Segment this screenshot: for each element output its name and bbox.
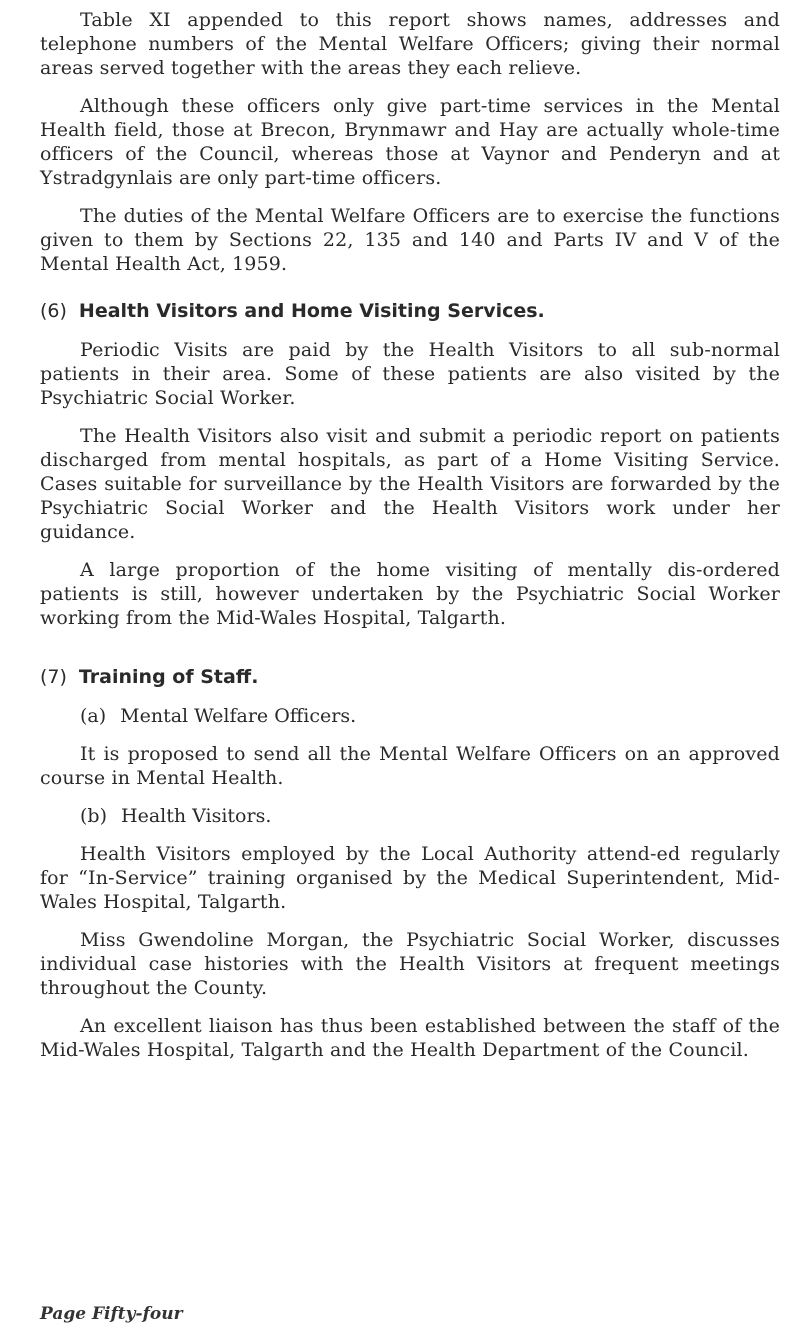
section-7-number: (7) (40, 666, 67, 688)
intro-paragraph-table-xi: Table XI appended to this report shows names, addresses and telephone numbers of the Mental Welfare Officers; giving their normal areas served together with the areas they each relieve. (40, 9, 780, 79)
intro-paragraph-part-time: Although these officers only give part-time services in the Mental Health field, those at Brecon, Brynmawr and Hay are actually whole-time officers of the Council, whereas those at Vaynor and Penderyn and at Ystradgynlais are only part-time officers. (40, 95, 780, 189)
subsection-a-paragraph-1: It is proposed to send all the Mental Welfare Officers on an approved course in Mental Health. (40, 743, 780, 789)
subsection-b-letter: (b) (80, 805, 107, 827)
intro-paragraph-duties: The duties of the Mental Welfare Officers are to exercise the functions given to them by Sections 22, 135 and 140 and Parts IV and V of the Mental Health Act, 1959. (40, 205, 780, 275)
subsection-b-paragraph-1: Health Visitors employed by the Local Authority attend-ed regularly for “In-Service” training organised by the Medical Superintendent, Mid-Wales Hospital, Talgarth. (40, 843, 780, 913)
subsection-a-letter: (a) (80, 705, 107, 727)
subsection-b-paragraph-2: Miss Gwendoline Morgan, the Psychiatric Social Worker, discusses individual case histories with the Health Visitors at frequent meetings throughout the County. (40, 929, 780, 999)
section-6-heading (40, 298, 780, 324)
section-6-paragraph-1: Periodic Visits are paid by the Health Visitors to all sub-normal patients in their area. Some of these patients are also visited by the Psychiatric Social Worker. (40, 339, 780, 409)
subsection-a-heading (40, 704, 780, 728)
subsection-b-title: Health Visitors. (121, 805, 272, 827)
subsection-b-paragraph-3: An excellent liaison has thus been established between the staff of the Mid-Wales Hospital, Talgarth and the Health Department of the Council. (40, 1015, 780, 1061)
section-6-number: (6) (40, 300, 67, 322)
document-page (40, 8, 780, 1328)
section-6-title: Health Visitors and Home Visiting Services. (78, 300, 545, 322)
subsection-a-title: Mental Welfare Officers. (120, 705, 357, 727)
section-7-title: Training of Staff. (78, 666, 259, 688)
section-6-paragraph-2: The Health Visitors also visit and submit a periodic report on patients discharged from mental hospitals, as part of a Home Visiting Service. Cases suitable for surveillance by the Health Visitors are forwarded by the Psychiatric Social Worker and the Health Visitors work under her guidance. (40, 425, 780, 543)
section-7-heading (40, 664, 780, 690)
section-6-paragraph-3: A large proportion of the home visiting of mentally dis-ordered patients is still, however undertaken by the Psychiatric Social Worker working from the Mid-Wales Hospital, Talgarth. (40, 559, 780, 629)
subsection-b-heading (40, 804, 780, 828)
page-number-footer: Page Fifty-four (40, 1304, 183, 1324)
